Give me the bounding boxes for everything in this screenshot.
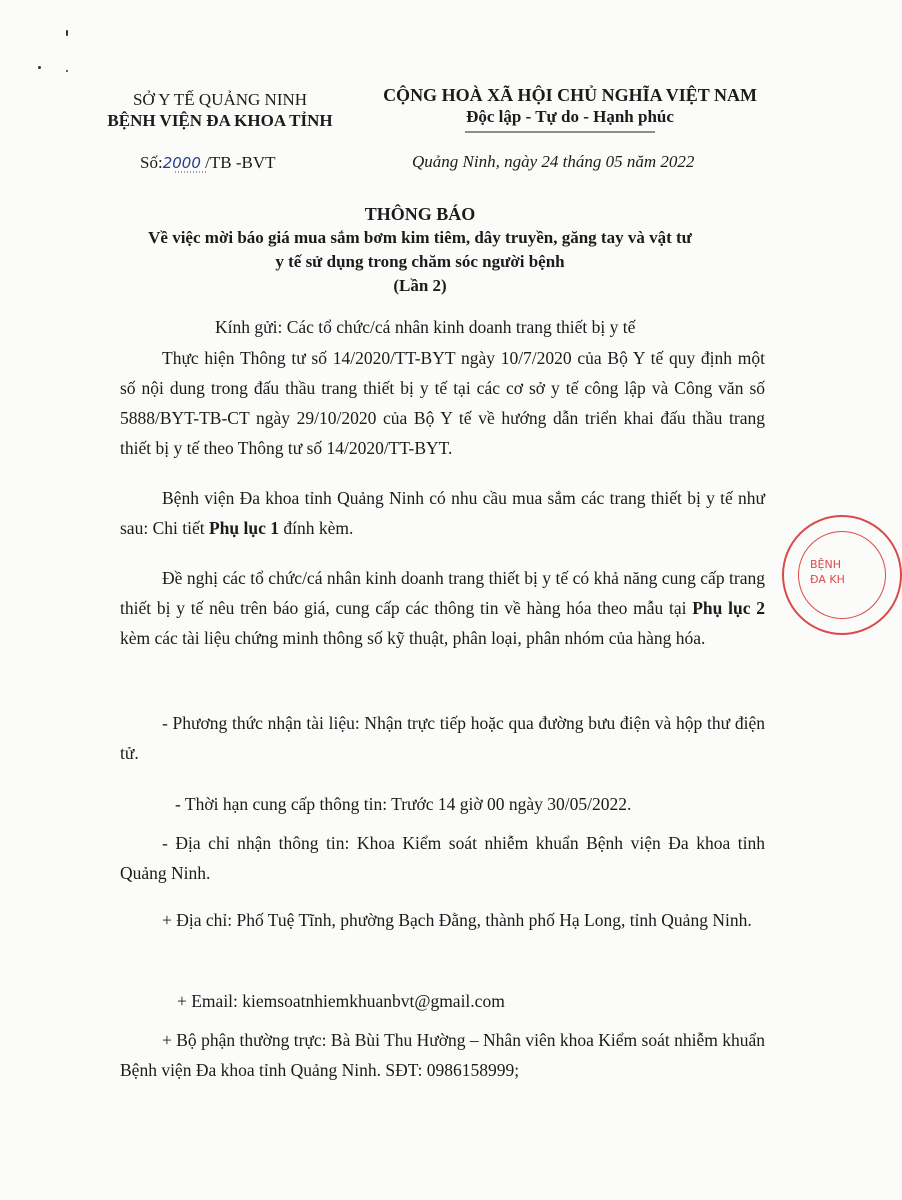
stamp-text	[810, 557, 845, 587]
item-address	[120, 905, 765, 935]
doc-no-suffix: /TB -BVT	[200, 153, 276, 172]
item-address-text: + Địa chỉ: Phố Tuệ Tĩnh, phường Bạch Đằng, thành phố Hạ Long, tỉnh Quảng Ninh.	[162, 910, 752, 930]
item-deadline: - Thời hạn cung cấp thông tin: Trước 14 giờ 00 ngày 30/05/2022.	[175, 794, 632, 814]
paragraph-request	[120, 563, 765, 653]
issuing-agency-block	[70, 90, 370, 132]
item-receiver	[120, 828, 765, 888]
recipient-line: Kính gửi: Các tổ chức/cá nhân kinh doanh trang thiết bị y tế	[215, 317, 636, 337]
national-header-block	[360, 84, 780, 128]
para2-text-a: Bệnh viện Đa khoa tỉnh Quảng Ninh có nhu cầu mua sắm các trang thiết bị y tế như sau: Chi tiết	[120, 488, 765, 538]
paragraph-legal-basis	[120, 343, 765, 463]
item-receive-method-text: - Phương thức nhận tài liệu: Nhận trực tiếp hoặc qua đường bưu điện và hộp thư điện tử.	[120, 713, 765, 763]
scan-speck	[38, 66, 41, 69]
agency-name: SỞ Y TẾ QUẢNG NINH	[132, 90, 308, 109]
motto-underline	[465, 130, 655, 134]
stamp-text-line2: ĐA KH	[810, 573, 845, 586]
item-contact	[120, 1025, 765, 1085]
hospital-stamp	[782, 515, 902, 635]
item-receiver-text: - Địa chỉ nhận thông tin: Khoa Kiểm soát nhiễm khuẩn Bệnh viện Đa khoa tỉnh Quảng Ninh.	[120, 833, 765, 883]
place-date: Quảng Ninh, ngày 24 tháng 05 năm 2022	[412, 152, 695, 171]
item-receive-method	[120, 708, 765, 768]
notice-heading: THÔNG BÁO	[364, 204, 476, 224]
unit-name: BỆNH VIỆN ĐA KHOA TỈNH	[107, 111, 333, 130]
para3-text-a: Đề nghị các tổ chức/cá nhân kinh doanh trang thiết bị y tế có khả năng cung cấp trang thiết bị y tế nêu trên báo giá, cung cấp các thông tin về hàng hóa theo mẫu tại	[120, 568, 765, 618]
doc-no-handwritten: 2000	[162, 154, 201, 172]
para3-text-b: kèm các tài liệu chứng minh thông số kỹ thuật, phân loại, phân nhóm của hàng hóa.	[120, 628, 706, 648]
national-motto: Độc lập - Tự do - Hạnh phúc	[466, 107, 674, 126]
paragraph-procurement-need	[120, 483, 765, 543]
notice-subject-line2: y tế sử dụng trong chăm sóc người bệnh	[275, 252, 565, 271]
annex-2-ref: Phụ lục 2	[692, 598, 765, 618]
doc-no-prefix: Số:	[140, 153, 163, 172]
document-number	[140, 153, 275, 173]
para2-text-b: đính kèm.	[278, 518, 354, 538]
notice-subject-line1: Về việc mời báo giá mua sắm bơm kim tiêm, dây truyền, găng tay và vật tư	[148, 228, 692, 247]
scan-speck	[66, 70, 68, 72]
item-email: + Email: kiemsoatnhiemkhuanbvt@gmail.com	[177, 991, 505, 1011]
stamp-text-line1: BỆNH	[810, 558, 841, 571]
doc-no-dotted-line	[175, 171, 207, 174]
item-contact-text: + Bộ phận thường trực: Bà Bùi Thu Hường – Nhân viên khoa Kiểm soát nhiễm khuẩn Bệnh viện Đa khoa tỉnh Quảng Ninh. SĐT: 0986158999;	[120, 1030, 765, 1080]
paragraph-legal-basis-text: Thực hiện Thông tư số 14/2020/TT-BYT ngày 10/7/2020 của Bộ Y tế quy định một số nội dung trong đấu thầu trang thiết bị y tế tại các cơ sở y tế công lập và Công văn số 5888/BYT-TB-CT ngày 29/10/2020 của Bộ Y tế về hướng dẫn triển khai đấu thầu trang thiết bị y tế theo Thông tư số 14/2020/TT-BYT.	[120, 348, 765, 458]
national-title: CỘNG HOÀ XÃ HỘI CHỦ NGHĨA VIỆT NAM	[383, 85, 757, 105]
scan-speck	[66, 30, 68, 36]
annex-1-ref: Phụ lục 1	[208, 518, 279, 538]
notice-title-block	[70, 202, 770, 298]
notice-round: (Lần 2)	[393, 276, 447, 295]
